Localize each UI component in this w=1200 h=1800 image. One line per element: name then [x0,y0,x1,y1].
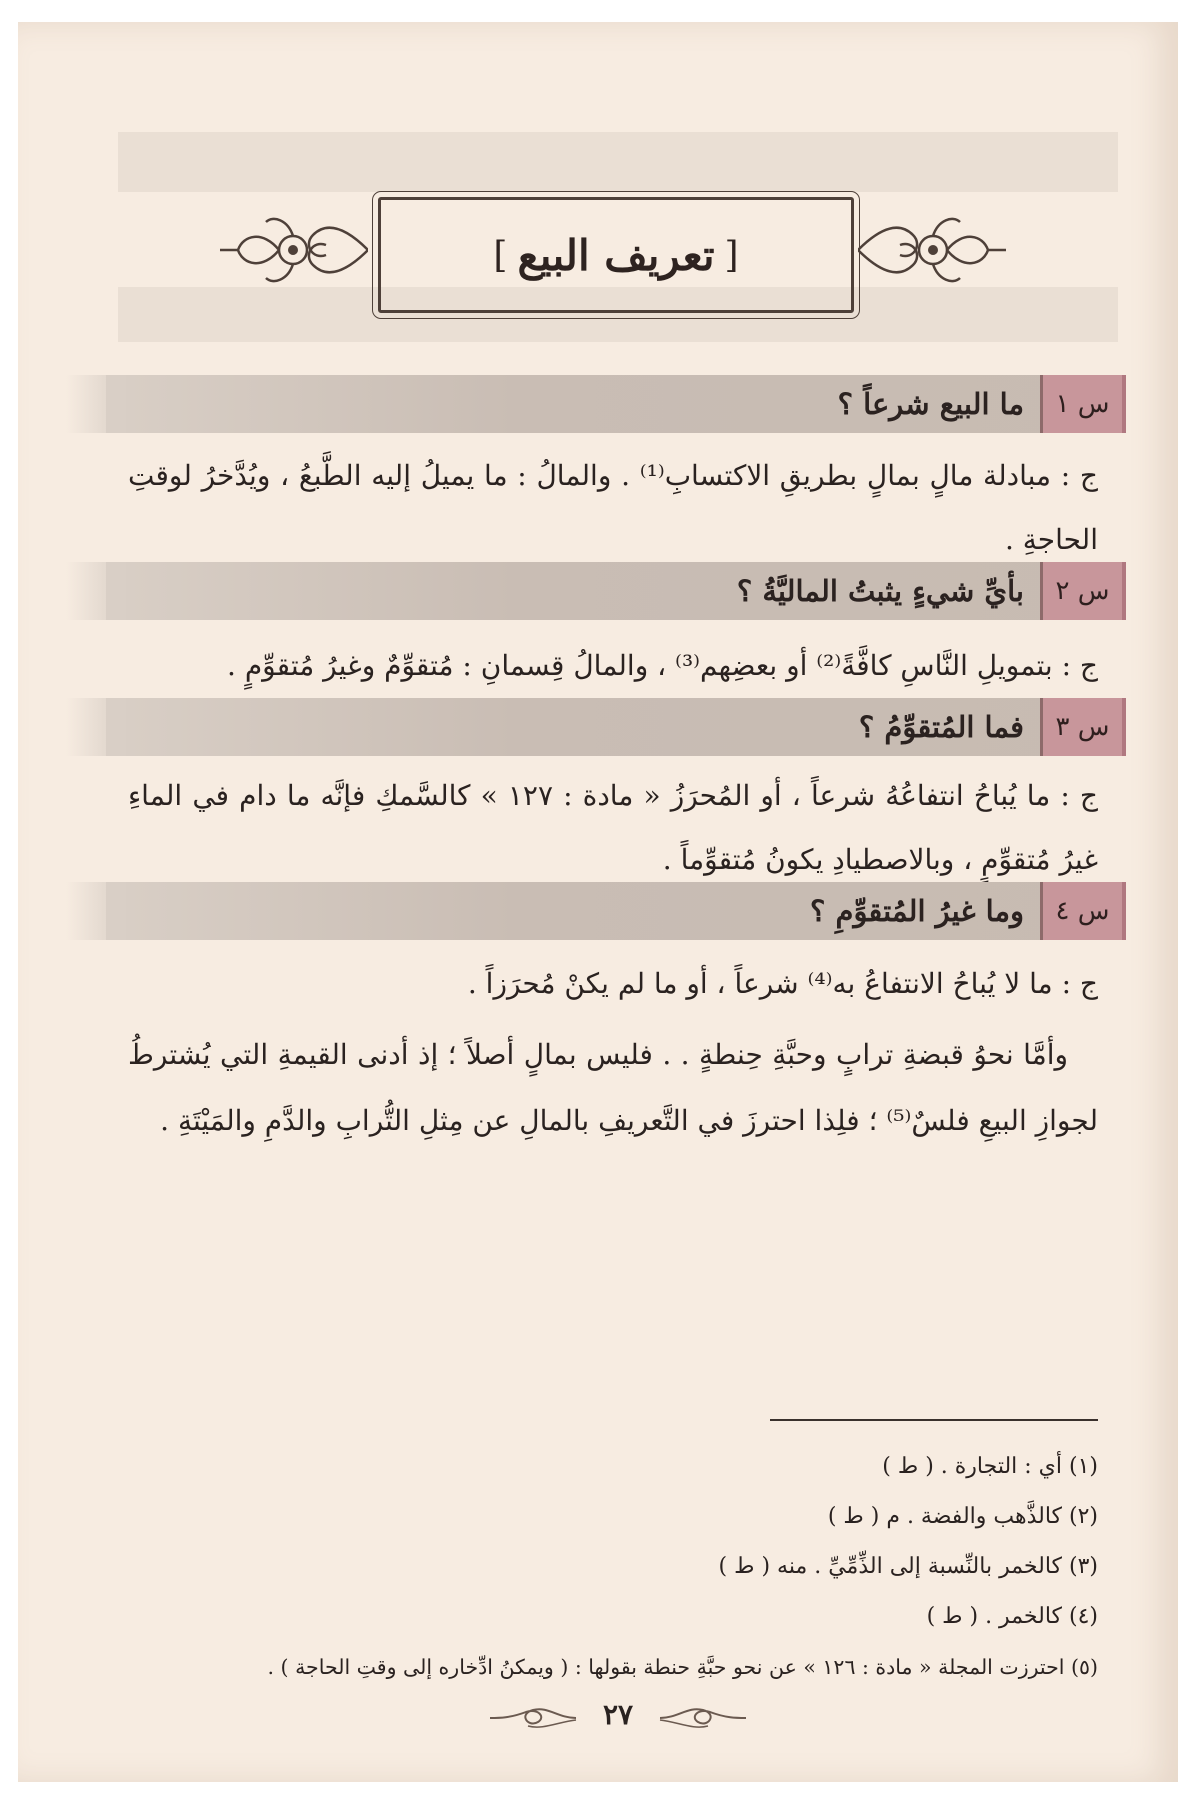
question-bar-1 [106,375,1126,433]
question-bar-3 [106,698,1126,756]
title-frame [378,197,854,313]
question-number: س ١ [1040,375,1126,433]
page-title: تعريف البيع [517,230,715,280]
answer-2: ج : بتمويلِ النَّاسِ كافَّةً⁽²⁾ أو بعضِهم⁽³⁾ ، والمالُ قِسمانِ : مُتقوِّمٌ وغيرُ مُتقوِّمٍ . [227,649,1098,682]
page-number: ٢٧ [602,1698,634,1731]
footnote-1: (١) أي : التجارة . ( ط ) [882,1454,1098,1479]
book-page [18,22,1178,1782]
ornament-left-icon [218,200,368,300]
question-number: س ٤ [1040,882,1126,940]
question-text: فما المُتقوِّمُ ؟ [858,710,1024,744]
answer-4: ج : ما لا يُباحُ الانتفاعُ به⁽⁴⁾ شرعاً ، أو ما لم يكنْ مُحرَزاً . [467,967,1098,1000]
question-number: س ٣ [1040,698,1126,756]
footnote-5: (٥) احترزت المجلة « مادة : ١٢٦ » عن نحو حبَّةِ حنطة بقولها : ( ويمكنُ ادِّخاره إلى وقتِ الحاجة ) . [267,1655,1098,1679]
footnote-3: (٣) كالخمر بالنِّسبة إلى الذِّمِّيِّ . منه ( ط ) [718,1554,1098,1579]
footnote-4: (٤) كالخمر . ( ط ) [926,1604,1098,1629]
answer-1: ج : مبادلة مالٍ بمالٍ بطريقِ الاكتسابِ⁽¹⁾ . والمالُ : ما يميلُ إليه الطَّبعُ ، ويُدَّخرُ لوقتِ الحاجةِ . [128,459,1098,556]
question-bar-4 [106,882,1126,940]
question-text: ما البيع شرعاً ؟ [837,387,1024,421]
footnote-2: (٢) كالذَّهب والفضة . م ( ط ) [827,1504,1098,1529]
ornament-right-icon [858,200,1008,300]
title-bracket-open: [ [724,234,739,276]
question-number: س ٢ [1040,562,1126,620]
title-block [218,192,1008,347]
question-text: وما غيرُ المُتقوِّمِ ؟ [810,894,1024,928]
answer-3: ج : ما يُباحُ انتفاعُهُ شرعاً ، أو المُحرَزُ « مادة : ١٢٧ » كالسَّمكِ فإنَّه ما دام في الماءِ غيرُ مُتقوِّمٍ ، وبالاصطيادِ يكونُ مُتقوِّماً . [128,779,1099,876]
question-bar-2 [106,562,1126,620]
flourish-right-icon [658,1698,748,1738]
page-number-block [488,1692,748,1742]
show-through-band [118,132,1118,192]
question-text: بأيِّ شيءٍ يثبتُ الماليَّةُ ؟ [736,574,1024,608]
title-bracket-close: ] [493,234,508,276]
body-paragraph: وأمَّا نحوُ قبضةِ ترابٍ وحبَّةِ حِنطةٍ . . فليس بمالٍ أصلاً ؛ إذ أدنى القيمةِ التي يُشترطُ لجوازِ البيعِ فلسٌ⁽⁵⁾ ؛ فلِذا احترزَ في التَّعريفِ بالمالِ عن مِثلِ التُّرابِ والدَّمِ والمَيْتَةِ . [128,1038,1098,1137]
footnote-separator [770,1419,1098,1421]
footnotes [128,1442,1098,1692]
